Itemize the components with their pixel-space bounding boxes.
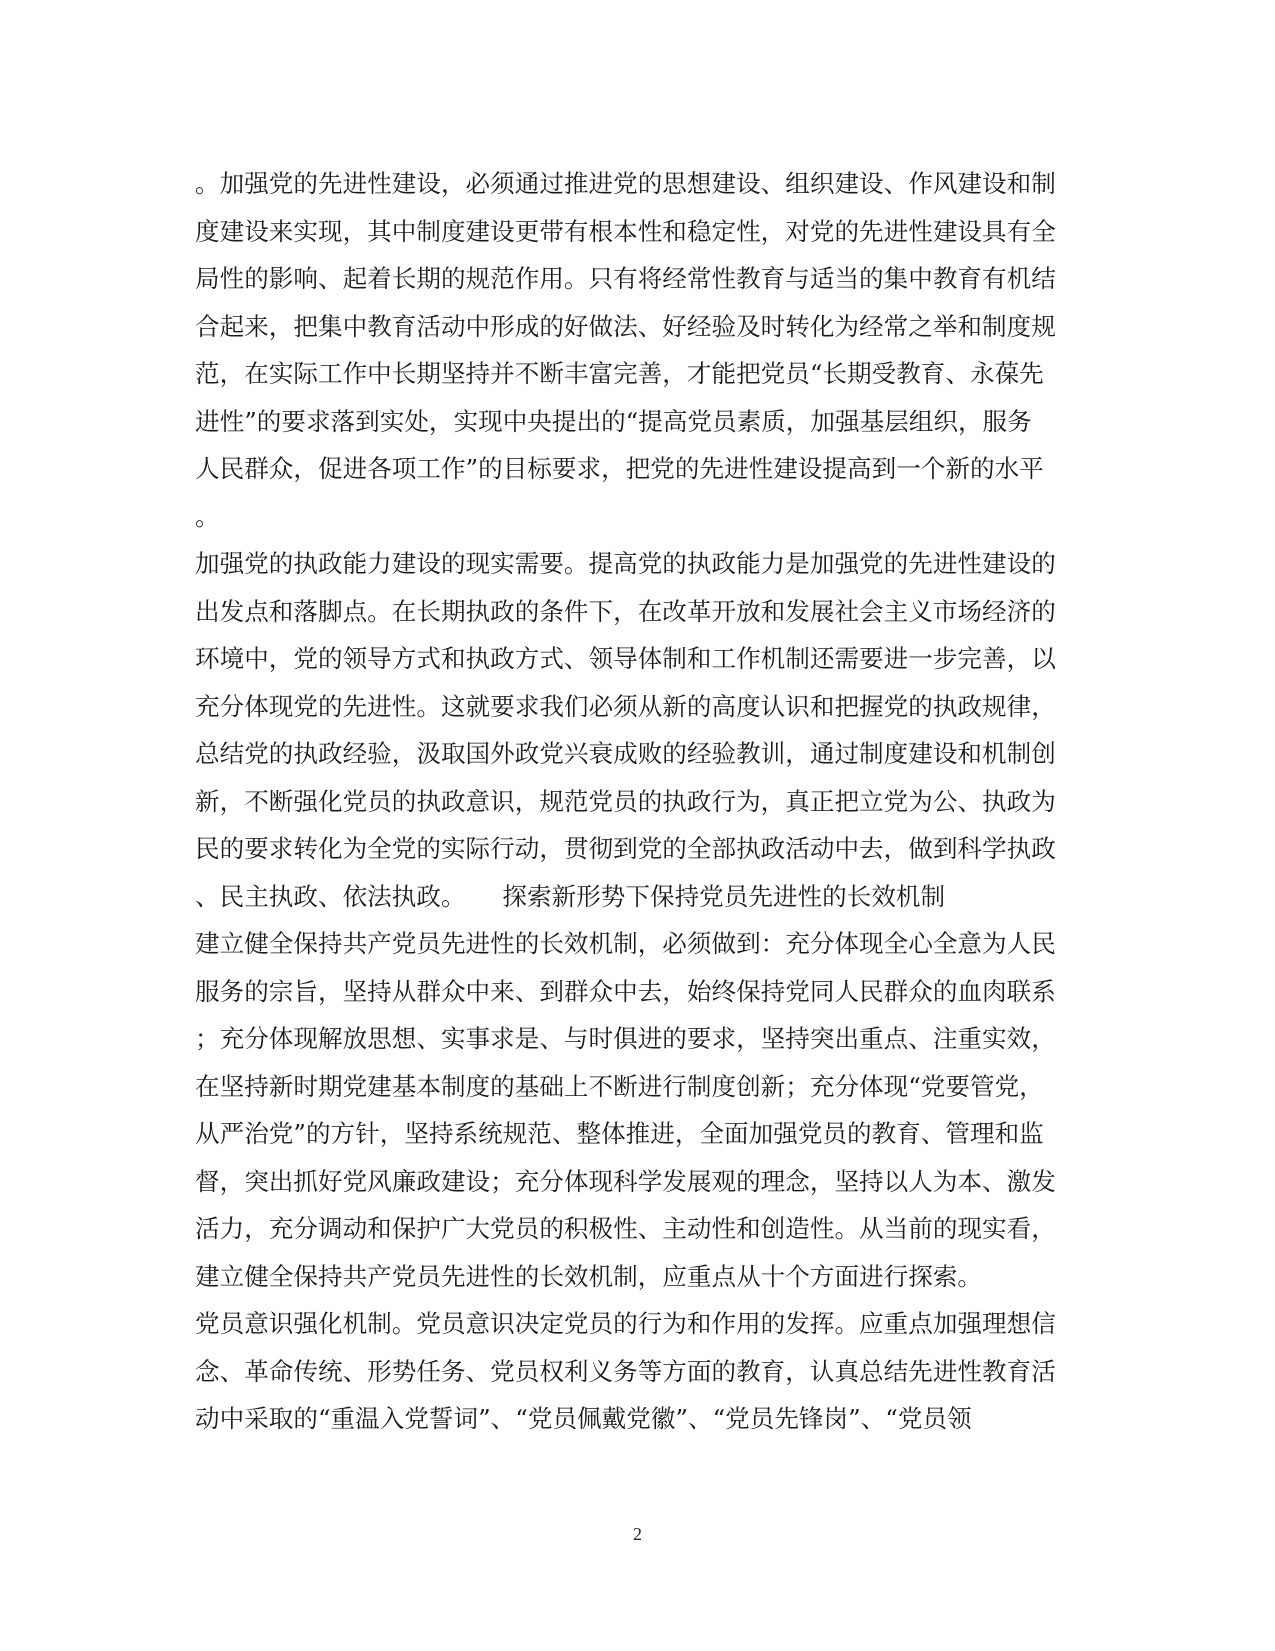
text-line: 新，不断强化党员的执政意识，规范党员的执政行为，真正把立党为公、执政为 (195, 786, 1056, 816)
text-line: 动中采取的“重温入党誓词”、“党员佩戴党徽”、“党员先锋岗”、“党员领 (195, 1404, 972, 1433)
text-line: 人民群众，促进各项工作”的目标要求，把党的先进性建设提高到一个新的水平 (195, 454, 1044, 483)
text-line: ；充分体现解放思想、实事求是、与时俱进的要求，坚持突出重点、注重实效， (195, 1024, 1056, 1053)
text-line: 度建设来实现，其中制度建设更带有根本性和稳定性，对党的先进性建设具有全 (195, 216, 1056, 246)
text-line: 。 (195, 501, 220, 531)
text-line: 民的要求转化为全党的实际行动，贯彻到党的全部执政活动中去，做到科学执政 (195, 834, 1056, 863)
text-line: 加强党的执政能力建设的现实需要。提高党的执政能力是加强党的先进性建设的 (195, 549, 1056, 578)
text-line: 范，在实际工作中长期坚持并不断丰富完善，才能把党员“长期受教育、永葆先 (195, 359, 1044, 388)
text-line: 合起来，把集中教育活动中形成的好做法、好经验及时转化为经常之举和制度规 (195, 311, 1056, 341)
text-line: 。加强党的先进性建设，必须通过推进党的思想建设、组织建设、作风建设和制 (195, 169, 1056, 198)
text-line: 念、革命传统、形势任务、党员权利义务等方面的教育，认真总结先进性教育活 (195, 1356, 1056, 1386)
text-line: 总结党的执政经验，汲取国外政党兴衰成败的经验教训，通过制度建设和机制创 (195, 739, 1056, 768)
text-line: 充分体现党的先进性。这就要求我们必须从新的高度认识和把握党的执政规律， (195, 691, 1056, 721)
text-line: 、民主执政、依法执政。 探索新形势下保持党员先进性的长效机制 (195, 881, 946, 911)
text-line: 在坚持新时期党建基本制度的基础上不断进行制度创新；充分体现“党要管党， (195, 1071, 1044, 1101)
text-line: 建立健全保持共产党员先进性的长效机制，必须做到：充分体现全心全意为人民 (195, 929, 1056, 958)
text-line: 环境中，党的领导方式和执政方式、领导体制和工作机制还需要进一步完善，以 (195, 644, 1056, 673)
text-line: 出发点和落脚点。在长期执政的条件下，在改革开放和发展社会主义市场经济的 (195, 596, 1056, 626)
body-text (195, 160, 1085, 1443)
text-line: 活力，充分调动和保护广大党员的积极性、主动性和创造性。从当前的现实看， (195, 1214, 1056, 1243)
text-line: 党员意识强化机制。党员意识决定党员的行为和作用的发挥。应重点加强理想信 (195, 1309, 1056, 1338)
text-line: 建立健全保持共产党员先进性的长效机制，应重点从十个方面进行探索。 (195, 1261, 983, 1291)
text-line: 服务的宗旨，坚持从群众中来、到群众中去，始终保持党同人民群众的血肉联系 (195, 976, 1056, 1006)
text-line: 督，突出抓好党风廉政建设；充分体现科学发展观的理念，坚持以人为本、激发 (195, 1166, 1056, 1196)
page-number: 2 (633, 1524, 642, 1544)
text-line: 从严治党”的方针，坚持系统规范、整体推进，全面加强党员的教育、管理和监 (195, 1119, 1044, 1148)
text-line: 进性”的要求落到实处，实现中央提出的“提高党员素质，加强基层组织，服务 (195, 406, 1032, 436)
text-line: 局性的影响、起着长期的规范作用。只有将经常性教育与适当的集中教育有机结 (195, 264, 1056, 293)
